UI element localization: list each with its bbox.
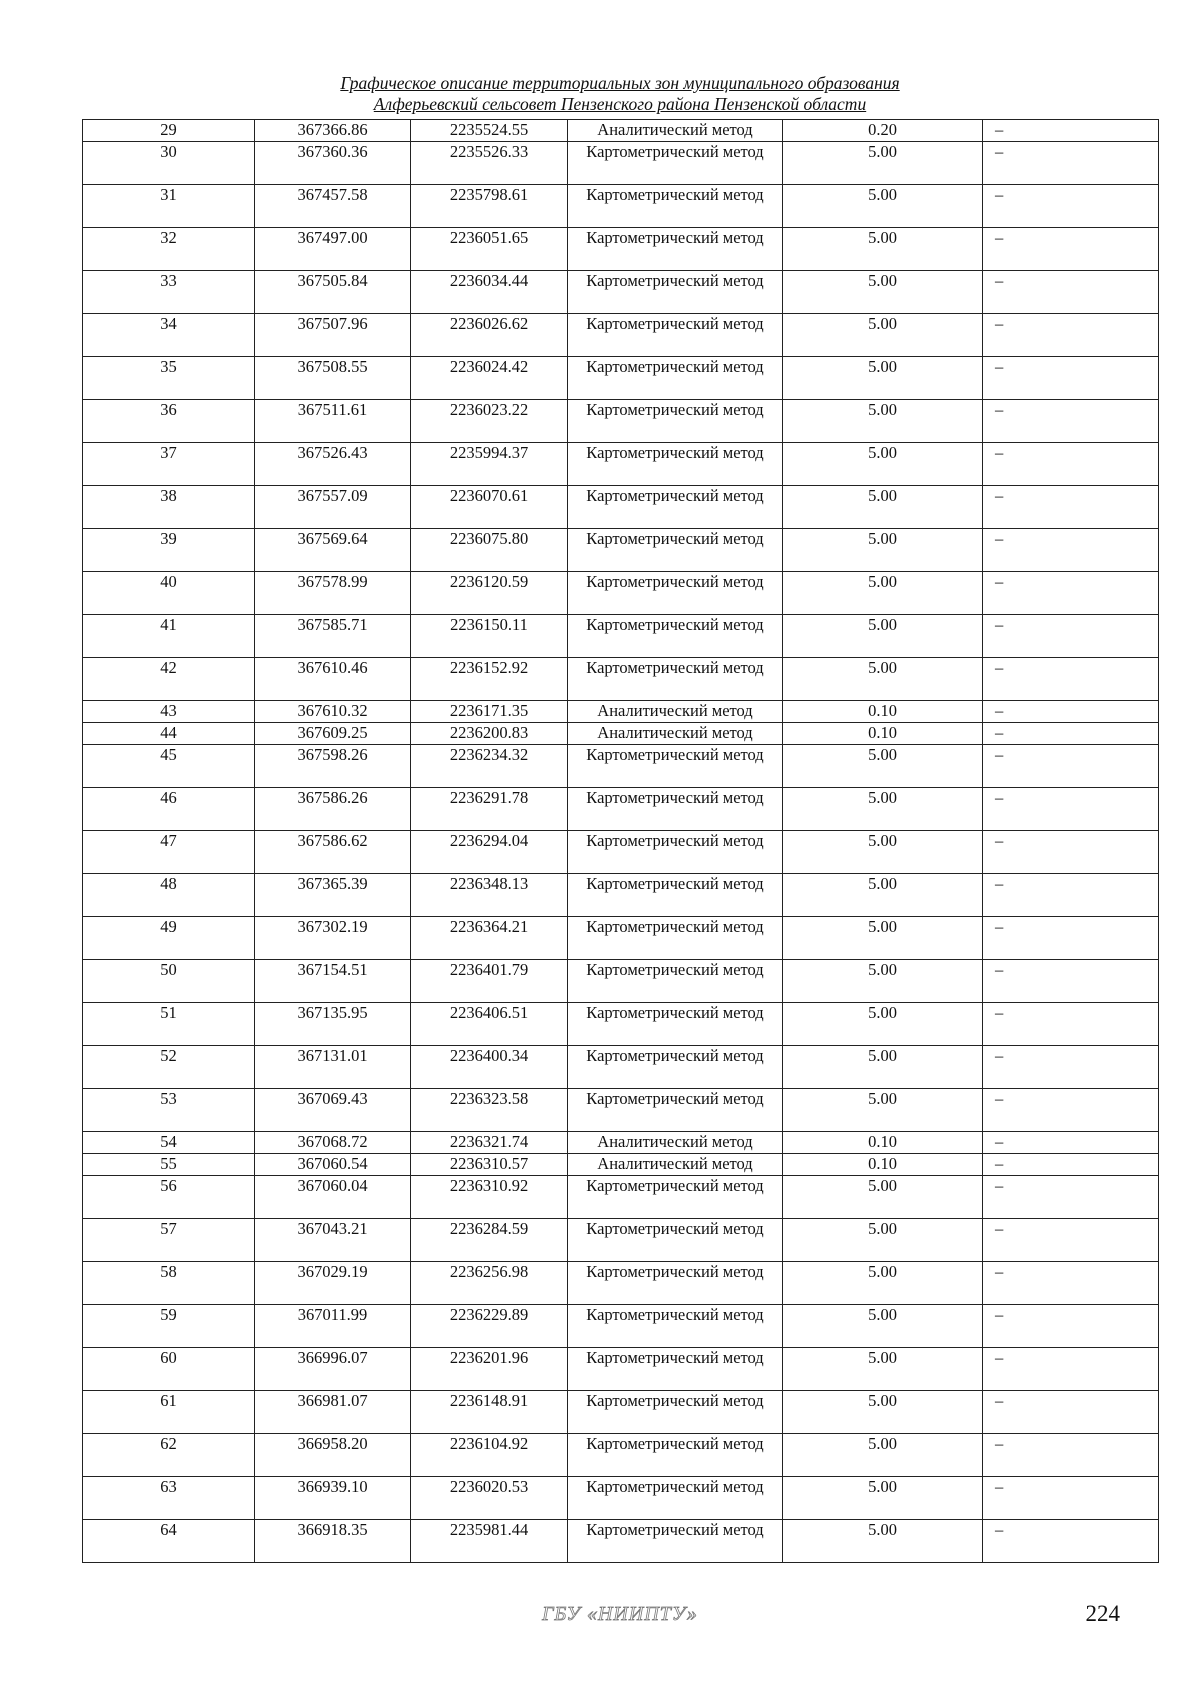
x-coordinate-cell: 367598.26	[255, 745, 411, 788]
note-cell: –	[983, 1262, 1159, 1305]
method-cell: Картометрический метод	[568, 1046, 783, 1089]
x-coordinate-cell: 367586.62	[255, 831, 411, 874]
accuracy-cell: 0.10	[783, 1132, 983, 1154]
method-cell: Картометрический метод	[568, 615, 783, 658]
method-cell: Картометрический метод	[568, 443, 783, 486]
x-coordinate-cell: 367610.46	[255, 658, 411, 701]
table-row	[83, 443, 1159, 486]
point-number-cell: 29	[83, 120, 255, 142]
point-number-cell: 45	[83, 745, 255, 788]
note-cell: –	[983, 615, 1159, 658]
point-number-cell: 48	[83, 874, 255, 917]
accuracy-cell: 5.00	[783, 314, 983, 357]
y-coordinate-cell: 2235526.33	[411, 142, 568, 185]
note-cell: –	[983, 1132, 1159, 1154]
note-cell: –	[983, 271, 1159, 314]
point-number-cell: 64	[83, 1520, 255, 1563]
x-coordinate-cell: 367043.21	[255, 1219, 411, 1262]
accuracy-cell: 5.00	[783, 874, 983, 917]
x-coordinate-cell: 366958.20	[255, 1434, 411, 1477]
table-row	[83, 1477, 1159, 1520]
accuracy-cell: 5.00	[783, 831, 983, 874]
x-coordinate-cell: 367578.99	[255, 572, 411, 615]
table-row	[83, 831, 1159, 874]
method-cell: Картометрический метод	[568, 831, 783, 874]
x-coordinate-cell: 367131.01	[255, 1046, 411, 1089]
method-cell: Картометрический метод	[568, 1520, 783, 1563]
table-row	[83, 142, 1159, 185]
table-row	[83, 723, 1159, 745]
accuracy-cell: 5.00	[783, 1089, 983, 1132]
y-coordinate-cell: 2236150.11	[411, 615, 568, 658]
method-cell: Картометрический метод	[568, 357, 783, 400]
x-coordinate-cell: 366918.35	[255, 1520, 411, 1563]
y-coordinate-cell: 2236323.58	[411, 1089, 568, 1132]
method-cell: Аналитический метод	[568, 723, 783, 745]
x-coordinate-cell: 367508.55	[255, 357, 411, 400]
method-cell: Картометрический метод	[568, 185, 783, 228]
point-number-cell: 42	[83, 658, 255, 701]
note-cell: –	[983, 874, 1159, 917]
method-cell: Картометрический метод	[568, 658, 783, 701]
accuracy-cell: 5.00	[783, 917, 983, 960]
point-number-cell: 55	[83, 1154, 255, 1176]
x-coordinate-cell: 366981.07	[255, 1391, 411, 1434]
method-cell: Картометрический метод	[568, 1348, 783, 1391]
method-cell: Картометрический метод	[568, 917, 783, 960]
table-row	[83, 1434, 1159, 1477]
x-coordinate-cell: 367610.32	[255, 701, 411, 723]
accuracy-cell: 5.00	[783, 572, 983, 615]
table-row	[83, 1176, 1159, 1219]
table-row	[83, 615, 1159, 658]
point-number-cell: 47	[83, 831, 255, 874]
y-coordinate-cell: 2236034.44	[411, 271, 568, 314]
point-number-cell: 56	[83, 1176, 255, 1219]
accuracy-cell: 5.00	[783, 788, 983, 831]
table-row	[83, 1132, 1159, 1154]
x-coordinate-cell: 366939.10	[255, 1477, 411, 1520]
table-row	[83, 1154, 1159, 1176]
method-cell: Картометрический метод	[568, 1089, 783, 1132]
note-cell: –	[983, 831, 1159, 874]
point-number-cell: 62	[83, 1434, 255, 1477]
y-coordinate-cell: 2236023.22	[411, 400, 568, 443]
y-coordinate-cell: 2235981.44	[411, 1520, 568, 1563]
method-cell: Картометрический метод	[568, 486, 783, 529]
point-number-cell: 43	[83, 701, 255, 723]
point-number-cell: 44	[83, 723, 255, 745]
point-number-cell: 36	[83, 400, 255, 443]
method-cell: Аналитический метод	[568, 1132, 783, 1154]
table-row	[83, 917, 1159, 960]
y-coordinate-cell: 2236051.65	[411, 228, 568, 271]
table-row	[83, 658, 1159, 701]
note-cell: –	[983, 357, 1159, 400]
method-cell: Картометрический метод	[568, 1477, 783, 1520]
table-row	[83, 788, 1159, 831]
accuracy-cell: 5.00	[783, 960, 983, 1003]
note-cell: –	[983, 486, 1159, 529]
page-number: 224	[1085, 1601, 1120, 1626]
y-coordinate-cell: 2236400.34	[411, 1046, 568, 1089]
x-coordinate-cell: 367069.43	[255, 1089, 411, 1132]
note-cell: –	[983, 400, 1159, 443]
note-cell: –	[983, 228, 1159, 271]
accuracy-cell: 5.00	[783, 357, 983, 400]
y-coordinate-cell: 2236348.13	[411, 874, 568, 917]
point-number-cell: 52	[83, 1046, 255, 1089]
header-line-2: Алферьевский сельсовет Пензенского района Пензенской области	[373, 94, 867, 114]
accuracy-cell: 5.00	[783, 486, 983, 529]
x-coordinate-cell: 367360.36	[255, 142, 411, 185]
note-cell: –	[983, 1434, 1159, 1477]
table-row	[83, 745, 1159, 788]
method-cell: Картометрический метод	[568, 142, 783, 185]
x-coordinate-cell: 367060.04	[255, 1176, 411, 1219]
y-coordinate-cell: 2236171.35	[411, 701, 568, 723]
x-coordinate-cell: 367365.39	[255, 874, 411, 917]
accuracy-cell: 5.00	[783, 142, 983, 185]
table-row	[83, 185, 1159, 228]
point-number-cell: 38	[83, 486, 255, 529]
y-coordinate-cell: 2236229.89	[411, 1305, 568, 1348]
note-cell: –	[983, 142, 1159, 185]
x-coordinate-cell: 367029.19	[255, 1262, 411, 1305]
y-coordinate-cell: 2236148.91	[411, 1391, 568, 1434]
method-cell: Картометрический метод	[568, 1003, 783, 1046]
note-cell: –	[983, 1348, 1159, 1391]
note-cell: –	[983, 529, 1159, 572]
x-coordinate-cell: 367457.58	[255, 185, 411, 228]
point-number-cell: 46	[83, 788, 255, 831]
point-number-cell: 39	[83, 529, 255, 572]
point-number-cell: 40	[83, 572, 255, 615]
y-coordinate-cell: 2236234.32	[411, 745, 568, 788]
table-row	[83, 400, 1159, 443]
table-row	[83, 228, 1159, 271]
method-cell: Картометрический метод	[568, 1219, 783, 1262]
method-cell: Картометрический метод	[568, 745, 783, 788]
accuracy-cell: 0.10	[783, 723, 983, 745]
y-coordinate-cell: 2235994.37	[411, 443, 568, 486]
x-coordinate-cell: 367586.26	[255, 788, 411, 831]
accuracy-cell: 5.00	[783, 1477, 983, 1520]
point-number-cell: 49	[83, 917, 255, 960]
method-cell: Картометрический метод	[568, 1305, 783, 1348]
y-coordinate-cell: 2236406.51	[411, 1003, 568, 1046]
method-cell: Картометрический метод	[568, 1176, 783, 1219]
x-coordinate-cell: 367011.99	[255, 1305, 411, 1348]
x-coordinate-cell: 367068.72	[255, 1132, 411, 1154]
y-coordinate-cell: 2236075.80	[411, 529, 568, 572]
x-coordinate-cell: 366996.07	[255, 1348, 411, 1391]
point-number-cell: 54	[83, 1132, 255, 1154]
table-row	[83, 529, 1159, 572]
point-number-cell: 51	[83, 1003, 255, 1046]
accuracy-cell: 5.00	[783, 1348, 983, 1391]
point-number-cell: 57	[83, 1219, 255, 1262]
accuracy-cell: 0.10	[783, 701, 983, 723]
footer-organization: ГБУ «НИИПТУ»	[542, 1603, 698, 1625]
method-cell: Картометрический метод	[568, 1391, 783, 1434]
x-coordinate-cell: 367511.61	[255, 400, 411, 443]
y-coordinate-cell: 2236120.59	[411, 572, 568, 615]
accuracy-cell: 0.10	[783, 1154, 983, 1176]
table-row	[83, 701, 1159, 723]
note-cell: –	[983, 658, 1159, 701]
table-row	[83, 120, 1159, 142]
y-coordinate-cell: 2236026.62	[411, 314, 568, 357]
x-coordinate-cell: 367609.25	[255, 723, 411, 745]
accuracy-cell: 5.00	[783, 1046, 983, 1089]
point-number-cell: 53	[83, 1089, 255, 1132]
x-coordinate-cell: 367366.86	[255, 120, 411, 142]
note-cell: –	[983, 1391, 1159, 1434]
method-cell: Аналитический метод	[568, 701, 783, 723]
point-number-cell: 33	[83, 271, 255, 314]
point-number-cell: 58	[83, 1262, 255, 1305]
y-coordinate-cell: 2236291.78	[411, 788, 568, 831]
y-coordinate-cell: 2236020.53	[411, 1477, 568, 1520]
note-cell: –	[983, 960, 1159, 1003]
table-row	[83, 1520, 1159, 1563]
accuracy-cell: 5.00	[783, 1262, 983, 1305]
point-number-cell: 59	[83, 1305, 255, 1348]
table-row	[83, 1089, 1159, 1132]
x-coordinate-cell: 367135.95	[255, 1003, 411, 1046]
method-cell: Картометрический метод	[568, 314, 783, 357]
header-line-1: Графическое описание территориальных зон муниципального образования	[340, 73, 900, 93]
x-coordinate-cell: 367526.43	[255, 443, 411, 486]
point-number-cell: 37	[83, 443, 255, 486]
table-row	[83, 271, 1159, 314]
method-cell: Картометрический метод	[568, 271, 783, 314]
note-cell: –	[983, 572, 1159, 615]
accuracy-cell: 5.00	[783, 400, 983, 443]
y-coordinate-cell: 2236294.04	[411, 831, 568, 874]
method-cell: Картометрический метод	[568, 228, 783, 271]
note-cell: –	[983, 1305, 1159, 1348]
accuracy-cell: 5.00	[783, 228, 983, 271]
table-row	[83, 357, 1159, 400]
y-coordinate-cell: 2235798.61	[411, 185, 568, 228]
note-cell: –	[983, 745, 1159, 788]
table-row	[83, 960, 1159, 1003]
accuracy-cell: 5.00	[783, 1391, 983, 1434]
note-cell: –	[983, 1219, 1159, 1262]
accuracy-cell: 5.00	[783, 529, 983, 572]
y-coordinate-cell: 2236024.42	[411, 357, 568, 400]
accuracy-cell: 5.00	[783, 745, 983, 788]
x-coordinate-cell: 367569.64	[255, 529, 411, 572]
note-cell: –	[983, 701, 1159, 723]
accuracy-cell: 5.00	[783, 1176, 983, 1219]
y-coordinate-cell: 2236152.92	[411, 658, 568, 701]
note-cell: –	[983, 1477, 1159, 1520]
table-row	[83, 1305, 1159, 1348]
note-cell: –	[983, 788, 1159, 831]
point-number-cell: 34	[83, 314, 255, 357]
point-number-cell: 41	[83, 615, 255, 658]
accuracy-cell: 5.00	[783, 443, 983, 486]
coordinates-table-body	[83, 120, 1159, 1563]
note-cell: –	[983, 314, 1159, 357]
x-coordinate-cell: 367557.09	[255, 486, 411, 529]
note-cell: –	[983, 723, 1159, 745]
point-number-cell: 50	[83, 960, 255, 1003]
method-cell: Картометрический метод	[568, 1434, 783, 1477]
accuracy-cell: 5.00	[783, 1003, 983, 1046]
y-coordinate-cell: 2236104.92	[411, 1434, 568, 1477]
note-cell: –	[983, 917, 1159, 960]
table-row	[83, 874, 1159, 917]
coordinates-table	[82, 119, 1159, 1563]
x-coordinate-cell: 367497.00	[255, 228, 411, 271]
method-cell: Аналитический метод	[568, 120, 783, 142]
note-cell: –	[983, 120, 1159, 142]
method-cell: Картометрический метод	[568, 788, 783, 831]
table-row	[83, 1262, 1159, 1305]
table-row	[83, 314, 1159, 357]
note-cell: –	[983, 185, 1159, 228]
note-cell: –	[983, 1003, 1159, 1046]
y-coordinate-cell: 2236256.98	[411, 1262, 568, 1305]
point-number-cell: 32	[83, 228, 255, 271]
y-coordinate-cell: 2236364.21	[411, 917, 568, 960]
note-cell: –	[983, 1176, 1159, 1219]
x-coordinate-cell: 367507.96	[255, 314, 411, 357]
y-coordinate-cell: 2236401.79	[411, 960, 568, 1003]
x-coordinate-cell: 367585.71	[255, 615, 411, 658]
point-number-cell: 30	[83, 142, 255, 185]
x-coordinate-cell: 367505.84	[255, 271, 411, 314]
accuracy-cell: 5.00	[783, 185, 983, 228]
method-cell: Картометрический метод	[568, 960, 783, 1003]
method-cell: Картометрический метод	[568, 529, 783, 572]
table-row	[83, 572, 1159, 615]
point-number-cell: 60	[83, 1348, 255, 1391]
accuracy-cell: 5.00	[783, 1520, 983, 1563]
y-coordinate-cell: 2236321.74	[411, 1132, 568, 1154]
y-coordinate-cell: 2236201.96	[411, 1348, 568, 1391]
note-cell: –	[983, 1089, 1159, 1132]
y-coordinate-cell: 2236310.92	[411, 1176, 568, 1219]
accuracy-cell: 5.00	[783, 271, 983, 314]
note-cell: –	[983, 1520, 1159, 1563]
table-row	[83, 1219, 1159, 1262]
accuracy-cell: 5.00	[783, 1305, 983, 1348]
accuracy-cell: 5.00	[783, 1219, 983, 1262]
table-row	[83, 1046, 1159, 1089]
y-coordinate-cell: 2235524.55	[411, 120, 568, 142]
table-row	[83, 1003, 1159, 1046]
table-row	[83, 1348, 1159, 1391]
method-cell: Картометрический метод	[568, 572, 783, 615]
y-coordinate-cell: 2236310.57	[411, 1154, 568, 1176]
note-cell: –	[983, 1046, 1159, 1089]
accuracy-cell: 0.20	[783, 120, 983, 142]
note-cell: –	[983, 443, 1159, 486]
x-coordinate-cell: 367302.19	[255, 917, 411, 960]
method-cell: Аналитический метод	[568, 1154, 783, 1176]
page-header	[82, 73, 1158, 115]
table-row	[83, 1391, 1159, 1434]
point-number-cell: 61	[83, 1391, 255, 1434]
method-cell: Картометрический метод	[568, 874, 783, 917]
method-cell: Картометрический метод	[568, 400, 783, 443]
point-number-cell: 63	[83, 1477, 255, 1520]
accuracy-cell: 5.00	[783, 1434, 983, 1477]
table-row	[83, 486, 1159, 529]
y-coordinate-cell: 2236200.83	[411, 723, 568, 745]
accuracy-cell: 5.00	[783, 615, 983, 658]
y-coordinate-cell: 2236284.59	[411, 1219, 568, 1262]
accuracy-cell: 5.00	[783, 658, 983, 701]
x-coordinate-cell: 367060.54	[255, 1154, 411, 1176]
x-coordinate-cell: 367154.51	[255, 960, 411, 1003]
method-cell: Картометрический метод	[568, 1262, 783, 1305]
note-cell: –	[983, 1154, 1159, 1176]
point-number-cell: 35	[83, 357, 255, 400]
point-number-cell: 31	[83, 185, 255, 228]
y-coordinate-cell: 2236070.61	[411, 486, 568, 529]
